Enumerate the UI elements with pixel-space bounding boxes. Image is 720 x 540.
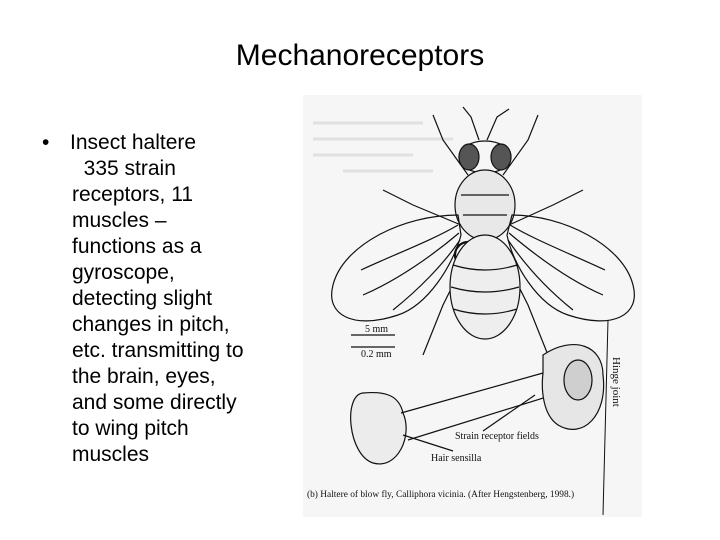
bullet-line: the brain, eyes, <box>72 365 216 388</box>
bullet-body <box>72 156 244 468</box>
bullet-line: muscles – <box>72 209 167 232</box>
bullet-line: changes in pitch, <box>72 313 230 336</box>
bullet-line: to wing pitch <box>72 417 189 440</box>
bullet-line: muscles <box>72 443 150 466</box>
bullet-heading: Insect haltere <box>70 131 197 154</box>
bullet-line: 335 strain <box>72 157 176 180</box>
bullet-line: and some directly <box>72 391 237 414</box>
bullet-line: detecting slight <box>72 287 213 310</box>
bullet-line: etc. transmitting to <box>72 339 244 362</box>
scale-bar-5mm: 5 mm <box>365 324 389 335</box>
bleed-through <box>313 123 453 171</box>
bullet-line: gyroscope, <box>72 261 175 284</box>
bullet-line: functions as a <box>72 235 202 258</box>
label-hinge-joint: Hinge joint <box>610 357 622 407</box>
blowfly-haltere-figure <box>303 95 642 517</box>
fly-drawing <box>332 107 635 355</box>
label-hair-sensilla: Hair sensilla <box>431 453 482 464</box>
figure-illustration <box>303 95 642 517</box>
scale-bar-0-2mm: 0.2 mm <box>361 349 392 360</box>
bullet-line: receptors, 11 <box>72 183 194 206</box>
label-strain-receptor-fields: Strain receptor fields <box>455 431 539 442</box>
bullet-dot: • <box>42 131 50 154</box>
figure-caption: (b) Haltere of blow fly, Calliphora vicinia. (After Hengstenberg, 1998.) <box>307 490 575 500</box>
scale-bars <box>351 335 395 347</box>
slide-title: Mechanoreceptors <box>235 39 485 72</box>
